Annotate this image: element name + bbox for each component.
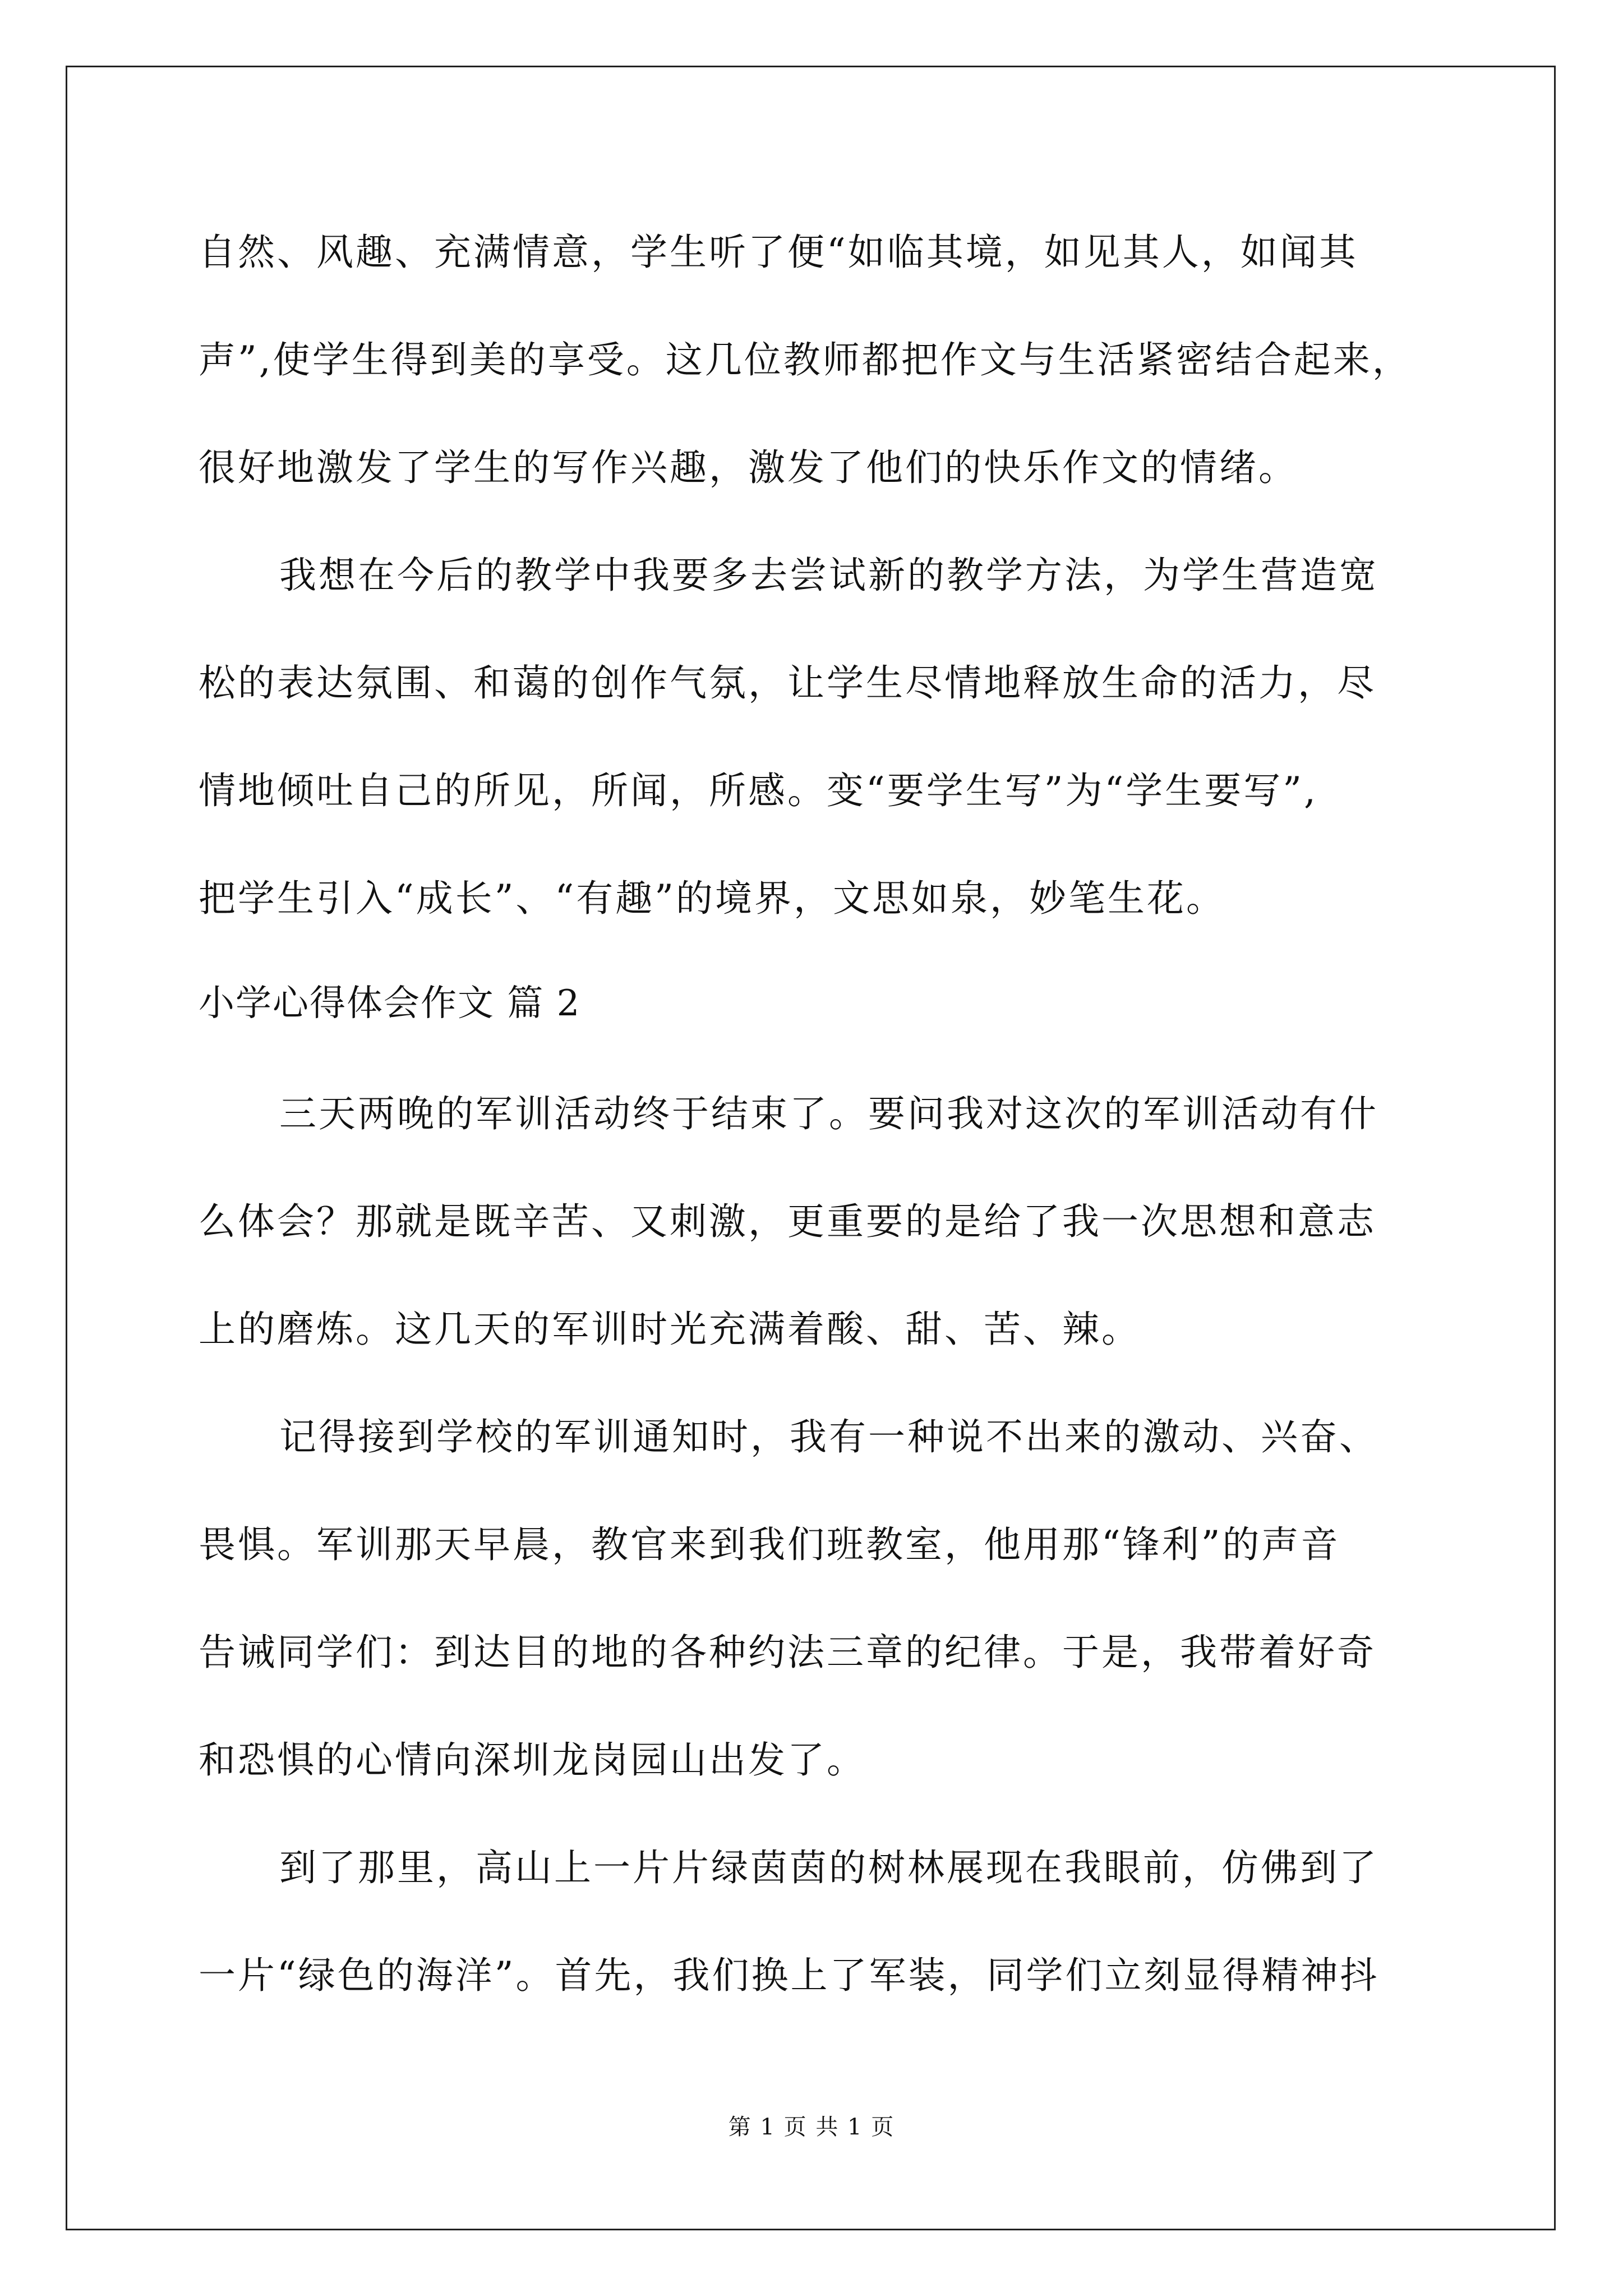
paragraph-line: 记得接到学校的军训通知时，我有一种说不出来的激动、兴奋、: [279, 1415, 1378, 1458]
paragraph-line: 松的表达氛围、和蔼的创作气氛，让学生尽情地释放生命的活力，尽: [199, 661, 1376, 705]
paragraph-line: 告诫同学们：到达目的地的各种约法三章的纪律。于是，我带着好奇: [199, 1631, 1376, 1674]
paragraph-line: 声”,使学生得到美的享受。这几位教师都把作文与生活紧密结合起来，: [199, 338, 1412, 381]
document-body: [199, 208, 1427, 2039]
paragraph-line: 三天两晚的军训活动终于结束了。要问我对这次的军训活动有什: [279, 1092, 1378, 1135]
section-heading: 小学心得体会作文 篇 2: [199, 983, 581, 1024]
paragraph-line: 到了那里，高山上一片片绿茵茵的树林展现在我眼前，仿佛到了: [279, 1846, 1378, 1889]
paragraph-line: 和恐惧的心情向深圳龙岗园山出发了。: [199, 1738, 866, 1782]
paragraph-line: 把学生引入“成长”、“有趣”的境界，文思如泉，妙笔生花。: [199, 877, 1225, 920]
paragraph-line: 自然、风趣、充满情意，学生听了便“如临其境，如见其人，如闻其: [199, 231, 1358, 274]
paragraph-line: 么体会？那就是既辛苦、又刺激，更重要的是给了我一次思想和意志: [199, 1200, 1376, 1243]
paragraph-line: 情地倾吐自己的所见，所闻，所感。变“要学生写”为“学生要写”,: [199, 769, 1318, 812]
paragraph-line: 畏惧。军训那天早晨，教官来到我们班教室，他用那“锋利”的声音: [199, 1523, 1340, 1566]
paragraph-line: 很好地激发了学生的写作兴趣，激发了他们的快乐作文的情绪。: [199, 446, 1298, 489]
paragraph-line: 一片“绿色的海洋”。首先，我们换上了军装，同学们立刻显得精神抖: [199, 1954, 1380, 1997]
paragraph-line: 上的磨炼。这几天的军训时光充满着酸、甜、苦、辣。: [199, 1308, 1141, 1351]
paragraph-line: 我想在今后的教学中我要多去尝试新的教学方法，为学生营造宽: [279, 554, 1378, 597]
page-footer: 第 1 页 共 1 页: [728, 2114, 895, 2140]
